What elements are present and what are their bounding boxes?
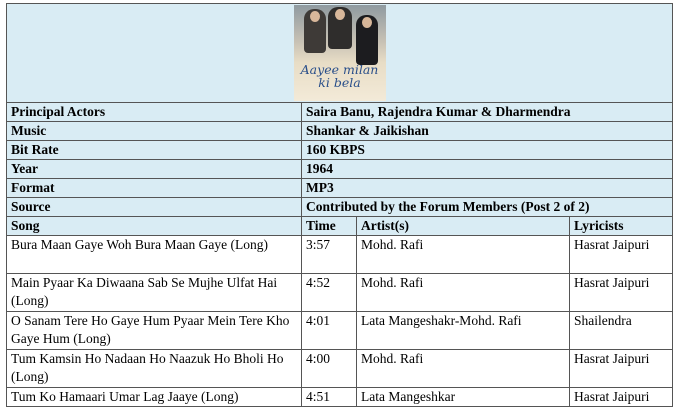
info-value: MP3 [302,179,673,198]
song-title: O Sanam Tere Ho Gaye Hum Pyaar Mein Tere Kho Gaye Hum (Long) [7,312,302,350]
poster-title-line: Aayee milan [300,62,379,77]
info-row-source [7,198,673,217]
info-value: 1964 [302,160,673,179]
info-label: Principal Actors [7,103,302,122]
column-header-song: Song [7,217,302,236]
song-time: 4:52 [302,274,357,312]
album-info-table [6,3,673,407]
poster-title [296,63,384,89]
song-time: 3:57 [302,236,357,274]
song-title: Tum Kamsin Ho Nadaan Ho Naazuk Ho Bholi Ho (Long) [7,350,302,388]
column-header-lyricist: Lyricists [570,217,673,236]
info-label: Year [7,160,302,179]
poster-title-line: ki bela [318,75,361,90]
song-time: 4:01 [302,312,357,350]
song-table-header [7,217,673,236]
column-header-artist: Artist(s) [357,217,570,236]
song-lyricist: Hasrat Jaipuri [570,236,673,274]
song-lyricist: Hasrat Jaipuri [570,350,673,388]
poster-cell [7,4,673,103]
info-row-year [7,160,673,179]
song-title: Main Pyaar Ka Diwaana Sab Se Mujhe Ulfat Hai (Long) [7,274,302,312]
table-row [7,388,673,407]
song-title: Bura Maan Gaye Woh Bura Maan Gaye (Long) [7,236,302,274]
song-lyricist: Shailendra [570,312,673,350]
info-value: 160 KBPS [302,141,673,160]
song-time: 4:00 [302,350,357,388]
info-row-format [7,179,673,198]
table-row [7,312,673,350]
info-label: Music [7,122,302,141]
song-time: 4:51 [302,388,357,407]
info-row-actors [7,103,673,122]
poster-face [335,9,345,20]
song-artist: Mohd. Rafi [357,236,570,274]
info-label: Format [7,179,302,198]
song-artist: Lata Mangeshkar [357,388,570,407]
poster-face [362,17,372,28]
song-lyricist: Hasrat Jaipuri [570,388,673,407]
info-row-bitrate [7,141,673,160]
info-value: Contributed by the Forum Members (Post 2 of 2) [302,198,673,217]
info-value: Saira Banu, Rajendra Kumar & Dharmendra [302,103,673,122]
info-row-music [7,122,673,141]
info-label: Source [7,198,302,217]
poster-row [7,4,673,103]
song-title: Tum Ko Hamaari Umar Lag Jaaye (Long) [7,388,302,407]
table-row [7,274,673,312]
song-lyricist: Hasrat Jaipuri [570,274,673,312]
table-row [7,350,673,388]
song-artist: Mohd. Rafi [357,350,570,388]
column-header-time: Time [302,217,357,236]
info-value: Shankar & Jaikishan [302,122,673,141]
poster-face [310,11,320,22]
table-row [7,236,673,274]
song-artist: Mohd. Rafi [357,274,570,312]
song-artist: Lata Mangeshakr-Mohd. Rafi [357,312,570,350]
info-label: Bit Rate [7,141,302,160]
album-poster-image [294,5,386,101]
